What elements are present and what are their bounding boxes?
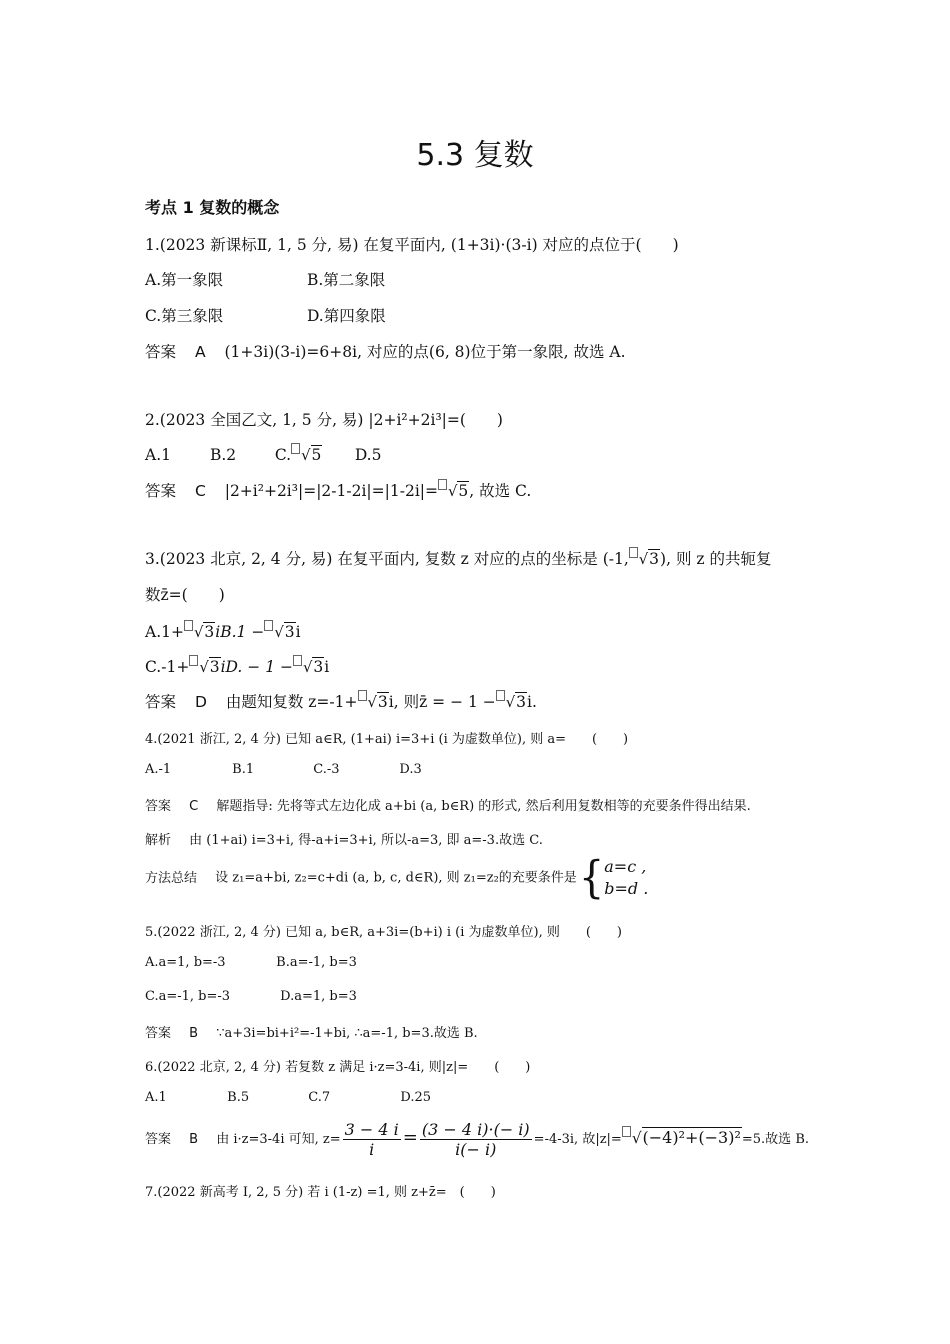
q4-analysis	[145, 829, 543, 848]
q2-stem: 2.(2023 全国乙文, 1, 5 分, 易) |2+i²+2i³|=( )	[145, 411, 503, 429]
q6-option-c: C.7	[308, 1090, 331, 1105]
q3-stem-line2: 数z̄=( )	[145, 586, 225, 604]
answer-label: 答案	[145, 482, 177, 500]
q3-options-row1: A.1+ √3iB.1 − √3i	[145, 620, 301, 641]
q5-answer	[145, 1022, 478, 1041]
answer-letter: C	[189, 799, 199, 814]
answer-label: 答案	[145, 799, 172, 814]
q5-option-c: C.a=-1, b=-3	[145, 989, 231, 1004]
q4-option-a: A.-1	[145, 762, 172, 777]
brace-icon: {	[578, 852, 605, 904]
answer-text: ∵a+3i=bi+i²=-1+bi, ∴a=-1, b=3.故选 B.	[216, 1026, 478, 1041]
q4-stem: 4.(2021 浙江, 2, 4 分) 已知 a∈R, (1+ai) i=3+i (i 为虚数单位), 则 a= ( )	[145, 732, 629, 747]
q5-option-d: D.a=1, b=3	[280, 989, 357, 1004]
answer-letter: B	[189, 1026, 199, 1041]
answer-text: (1+3i)(3-i)=6+8i, 对应的点(6, 8)位于第一象限, 故选 A.	[224, 343, 626, 361]
page-title: 5.3 复数	[416, 138, 534, 173]
q6-options	[145, 1090, 431, 1105]
method-text: 设 z₁=a+bi, z₂=c+di (a, b, c, d∈R), 则 z₁=z₂的充要条件是	[215, 870, 577, 886]
answer-letter: C	[194, 482, 206, 500]
q2-option-a: A.1	[145, 446, 171, 464]
q6-option-a: A.1	[145, 1090, 167, 1105]
q5-options-row1	[145, 955, 357, 970]
q1-option-c: C.第三象限	[145, 307, 224, 325]
q2-answer: 答案 C |2+i²+2i³|=|2-1-2i|=|1-2i|= √5, 故选 C.	[145, 479, 531, 501]
section-heading: 考点 1 复数的概念	[145, 198, 280, 217]
q1-stem: 1.(2023 新课标Ⅱ, 1, 5 分, 易) 在复平面内, (1+3i)·(3-i) 对应的点位于( )	[145, 236, 679, 254]
answer-letter: D	[194, 693, 207, 711]
q5-option-a: A.a=1, b=-3	[145, 955, 226, 970]
q1-answer	[145, 340, 626, 362]
q7-stem: 7.(2022 新高考 Ⅰ, 2, 5 分) 若 i (1-z) =1, 则 z+z̄= ( )	[145, 1185, 496, 1200]
answer-text: |2+i²+2i³|=|2-1-2i|=|1-2i|=	[224, 482, 438, 500]
q1-option-d: D.第四象限	[306, 307, 386, 325]
answer-label: 答案	[145, 1132, 172, 1147]
q1-options-row1	[145, 268, 385, 290]
answer-text: 解题指导: 先将等式左边化成 a+bi (a, b∈R) 的形式, 然后利用复数相等的充要条件得出结果.	[216, 799, 751, 814]
q4-answer	[145, 795, 751, 814]
q4-option-d: D.3	[399, 762, 422, 777]
q5-stem: 5.(2022 浙江, 2, 4 分) 已知 a, b∈R, a+3i=(b+i) i (i 为虚数单位), 则 ( )	[145, 925, 622, 940]
q6-stem: 6.(2022 北京, 2, 4 分) 若复数 z 满足 i·z=3-4i, 则|z|= ( )	[145, 1060, 531, 1075]
q6-answer: 答案 B 由 i·z=3-4i 可知, z= $\frac{3 - 4 i}{i}$ = $\frac{(3 - 4 i)\cdot(- i)}{i(- i)}$ =-4-3i, 故|z|= √(−4)²+(−3)²=5.故选 B.	[145, 1120, 810, 1159]
q6-option-d: D.25	[400, 1090, 432, 1105]
q3-stem: 3.(2023 北京, 2, 4 分, 易) 在复平面内, 复数 z 对应的点的坐标是 (-1, √3), 则 z 的共轭复	[145, 547, 771, 569]
answer-letter: A	[194, 343, 206, 361]
q5-option-b: B.a=-1, b=3	[276, 955, 357, 970]
method-label: 方法总结	[145, 870, 198, 886]
q2-options	[145, 443, 381, 464]
answer-letter: B	[189, 1132, 199, 1147]
answer-label: 答案	[145, 343, 177, 361]
q4-option-c: C.-3	[313, 762, 340, 777]
cases-block: a=c , b=d .	[604, 857, 649, 898]
q3-options-row2: C.-1+ √3iD. − 1 − √3i	[145, 655, 329, 676]
answer-label: 答案	[145, 693, 177, 711]
q3-answer: 答案 D 由题知复数 z=-1+ √3i, 则z̄ = − 1 − √3i.	[145, 690, 537, 712]
q1-option-b: B.第二象限	[306, 271, 386, 289]
q2-option-b: B.2	[209, 446, 237, 464]
answer-label: 答案	[145, 1026, 172, 1041]
q2-option-d: D.5	[354, 446, 382, 464]
analysis-text: 由 (1+ai) i=3+i, 得-a+i=3+i, 所以-a=3, 即 a=-3.故选 C.	[189, 833, 543, 848]
q6-option-b: B.5	[227, 1090, 250, 1105]
fraction: $\frac{(3 - 4 i)\cdot(- i)}{i(- i)}$	[421, 1120, 530, 1159]
q4-method-summary	[145, 852, 649, 904]
analysis-label: 解析	[145, 833, 172, 848]
q4-options	[145, 762, 422, 777]
q2-option-c: C. √5	[275, 443, 350, 464]
q1-option-a: A.第一象限	[145, 271, 224, 289]
q4-option-b: B.1	[232, 762, 255, 777]
q1-options-row2	[145, 304, 386, 326]
fraction: $\frac{3 - 4 i}{i}$	[344, 1120, 399, 1159]
q5-options-row2	[145, 989, 357, 1004]
